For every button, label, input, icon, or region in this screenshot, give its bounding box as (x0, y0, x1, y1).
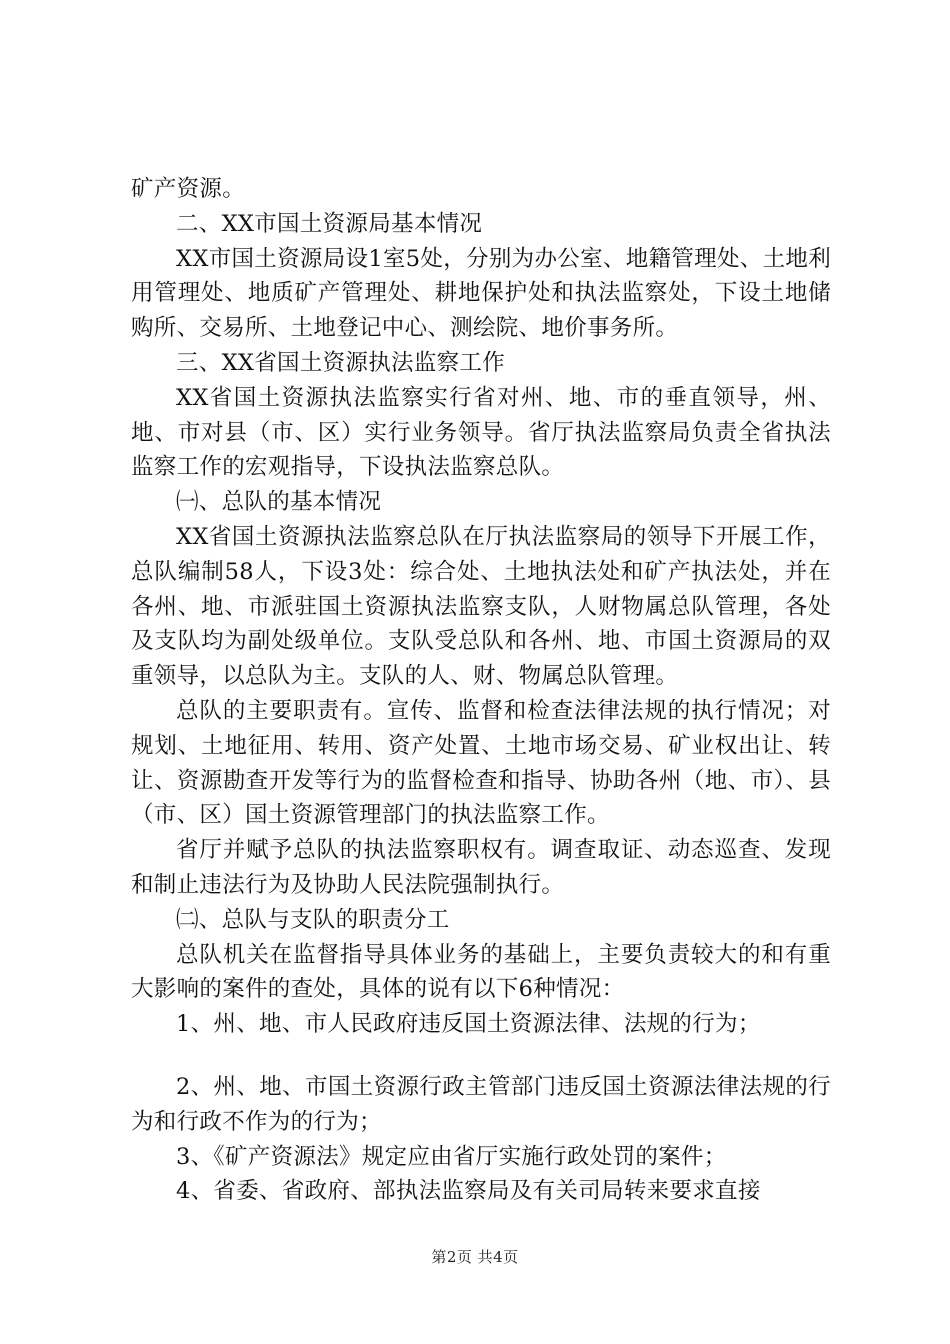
paragraph-granted-powers: 省厅并赋予总队的执法监察职权有。调查取证、动态巡查、发现和制止违法行为及协助人民法院强制执行。 (131, 837, 831, 898)
paragraph-team-overview: XX省国土资源执法监察总队在厅执法监察局的领导下开展工作，总队编制58人，下设3处：综合处、土地执法处和矿产执法处，并在各州、地、市派驻国土资源执法监察支队，人财物属总队管理，各处及支队均为副处级单位。支队受总队和各州、地、市国土资源局的双重领导，以总队为主。支队的人、财、物属总队管理。 (131, 523, 831, 690)
paragraph-city-bureau: XX市国土资源局设1室5处，分别为办公室、地籍管理处、土地利用管理处、地质矿产管理处、耕地保护处和执法监察处，下设土地储购所、交易所、土地登记中心、测绘院、地价事务所。 (131, 245, 831, 342)
paragraph-main-duties: 总队的主要职责有。宣传、监督和检查法律法规的执行情况；对规划、土地征用、转用、资产处置、土地市场交易、矿业权出让、转让、资源勘查开发等行为的监督检查和指导、协助各州（地、市）、县（市、区）国土资源管理部门的执法监察工作。 (131, 697, 831, 829)
paragraph-division-of-duties: 总队机关在监督指导具体业务的基础上，主要负责较大的和有重大影响的案件的查处，具体的说有以下6种情况： (131, 941, 831, 1003)
paragraph-continuation: 矿产资源。 (131, 176, 246, 202)
subsection-heading-1: ㈠、总队的基本情况 (176, 489, 382, 516)
list-item-2: 2、州、地、市国土资源行政主管部门违反国土资源法律法规的行为和行政不作为的行为； (131, 1073, 831, 1135)
list-item-1: 1、州、地、市人民政府违反国土资源法律、法规的行为； (176, 1011, 761, 1038)
page-number-footer: 第2页 共4页 (431, 1248, 519, 1266)
document-body (131, 172, 831, 1209)
paragraph-province-supervision: XX省国土资源执法监察实行省对州、地、市的垂直领导，州、地、市对县（市、区）实行业务领导。省厅执法监察局负责全省执法监察工作的宏观指导，下设执法监察总队。 (131, 384, 831, 481)
section-heading-3: 三、XX省国土资源执法监察工作 (176, 349, 506, 376)
section-heading-2: 二、XX市国土资源局基本情况 (176, 210, 483, 237)
list-item-4: 4、省委、省政府、部执法监察局及有关司局转来要求直接 (176, 1178, 761, 1205)
list-item-3: 3、《矿产资源法》规定应由省厅实施行政处罚的案件； (176, 1143, 727, 1170)
subsection-heading-2: ㈡、总队与支队的职责分工 (176, 906, 450, 933)
